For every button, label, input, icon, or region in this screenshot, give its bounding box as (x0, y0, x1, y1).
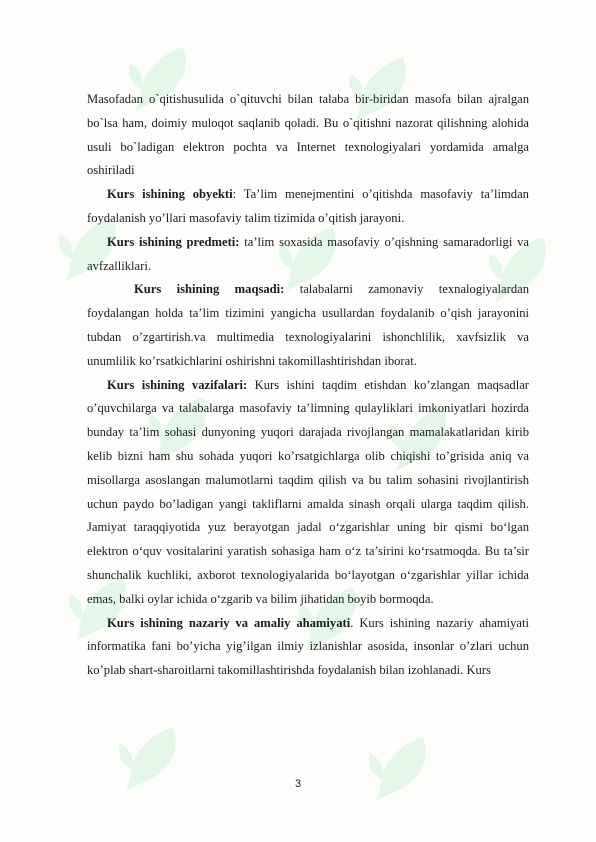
paragraph-significance (87, 612, 529, 683)
paragraph-lead: Kurs ishining maqsadi: (134, 282, 285, 297)
paragraph-text: talabalarni zamonaviy texnalogiyalardan foydalangan holda ta’lim tizimini yangicha usullardan foydalanib o’qish jarayonini tubdan o’zgartirish.va multimedia texnologiyalarini ishonchlilik, xavfsizlik va unumlilik ko’rsatkichlarini oshirishni takomillashtirishdan iborat. (87, 282, 530, 368)
paragraph-text: Masofadan o`qitishusulida o`qituvchi bilan talaba bir-biridan masofa bilan ajralgan bo`lsa ham, doimiy muloqot saqlanib qoladi. Bu o`qitishni nazorat qilishning alohida usuli bo`ladigan elektron pochta va Internet texnologiyalari yordamida amalga oshiriladi (87, 92, 529, 178)
paragraph-subject (87, 231, 529, 279)
paragraph-text: . Kurs ishining nazariy ahamiyati informatika fani bo’yicha yig’ilgan ilmiy izlanishlar asosida, insonlar o’zlari uchun ko’plab shart-sharoitlarni takomillashtirishda foydalanish bilan izohlanadi. Kurs (87, 615, 529, 678)
paragraph-intro (87, 88, 529, 183)
paragraph-lead: Kurs ishining nazariy va amaliy ahamiyati (107, 615, 351, 630)
paragraph-tasks (87, 374, 529, 612)
paragraph-lead: Kurs ishining predmeti: (107, 234, 240, 249)
paragraph-lead: Kurs ishining vazifalari: (107, 377, 248, 392)
paragraph-goal (87, 278, 529, 373)
page-number: 3 (294, 778, 302, 790)
paragraph-lead: Kurs ishining obyekti (107, 187, 233, 202)
paragraph-text: Kurs ishini taqdim etishdan ko’zlangan maqsadlar o’quvchilarga va talabalarga masofaviy ta’limning qulayliklari imkoniyatlari hozirda bunday ta’lim sohasi dunyoning yuqori darajada rivojlangan mamalakatlaridan kirib kelib bizni ham shu sohada yuqori ko’rsatgichlarga olib chiqishi to’grisida aniq va misollarga asoslangan malumotlarni taqdim qilish va bu talim sohasini rivojlantirish uchun paydo bo’ladigan yangi takliflarni amalda sinash orqali ularga taqdim qilish. Jamiyat taraqqiyotida yuz berayotgan jadal o‘zgarishlar uning bir qismi bo‘lgan elektron o‘quv vositalarini yaratish sohasiga ham o‘z ta’sirini ko‘rsatmoqda. Bu ta’sir shunchalik kuchliki, axborot texnologiyalarida bo‘layotgan o‘zgarishlar yillar ichida emas, balki oylar ichida o‘zgarib va bilim jihatidan boyib bormoqda. (87, 377, 529, 606)
paragraph-object (87, 183, 529, 231)
document-body (87, 88, 529, 683)
paragraph-text: : Ta’lim menejmentini o’qitishda masofaviy ta’limdan foydalanish yo’llari masofaviy talim tizimida o’qitish jarayoni. (87, 187, 529, 225)
paragraph-text: ta’lim soxasida masofaviy o’qishning samaradorligi va avfzalliklari. (87, 234, 529, 273)
